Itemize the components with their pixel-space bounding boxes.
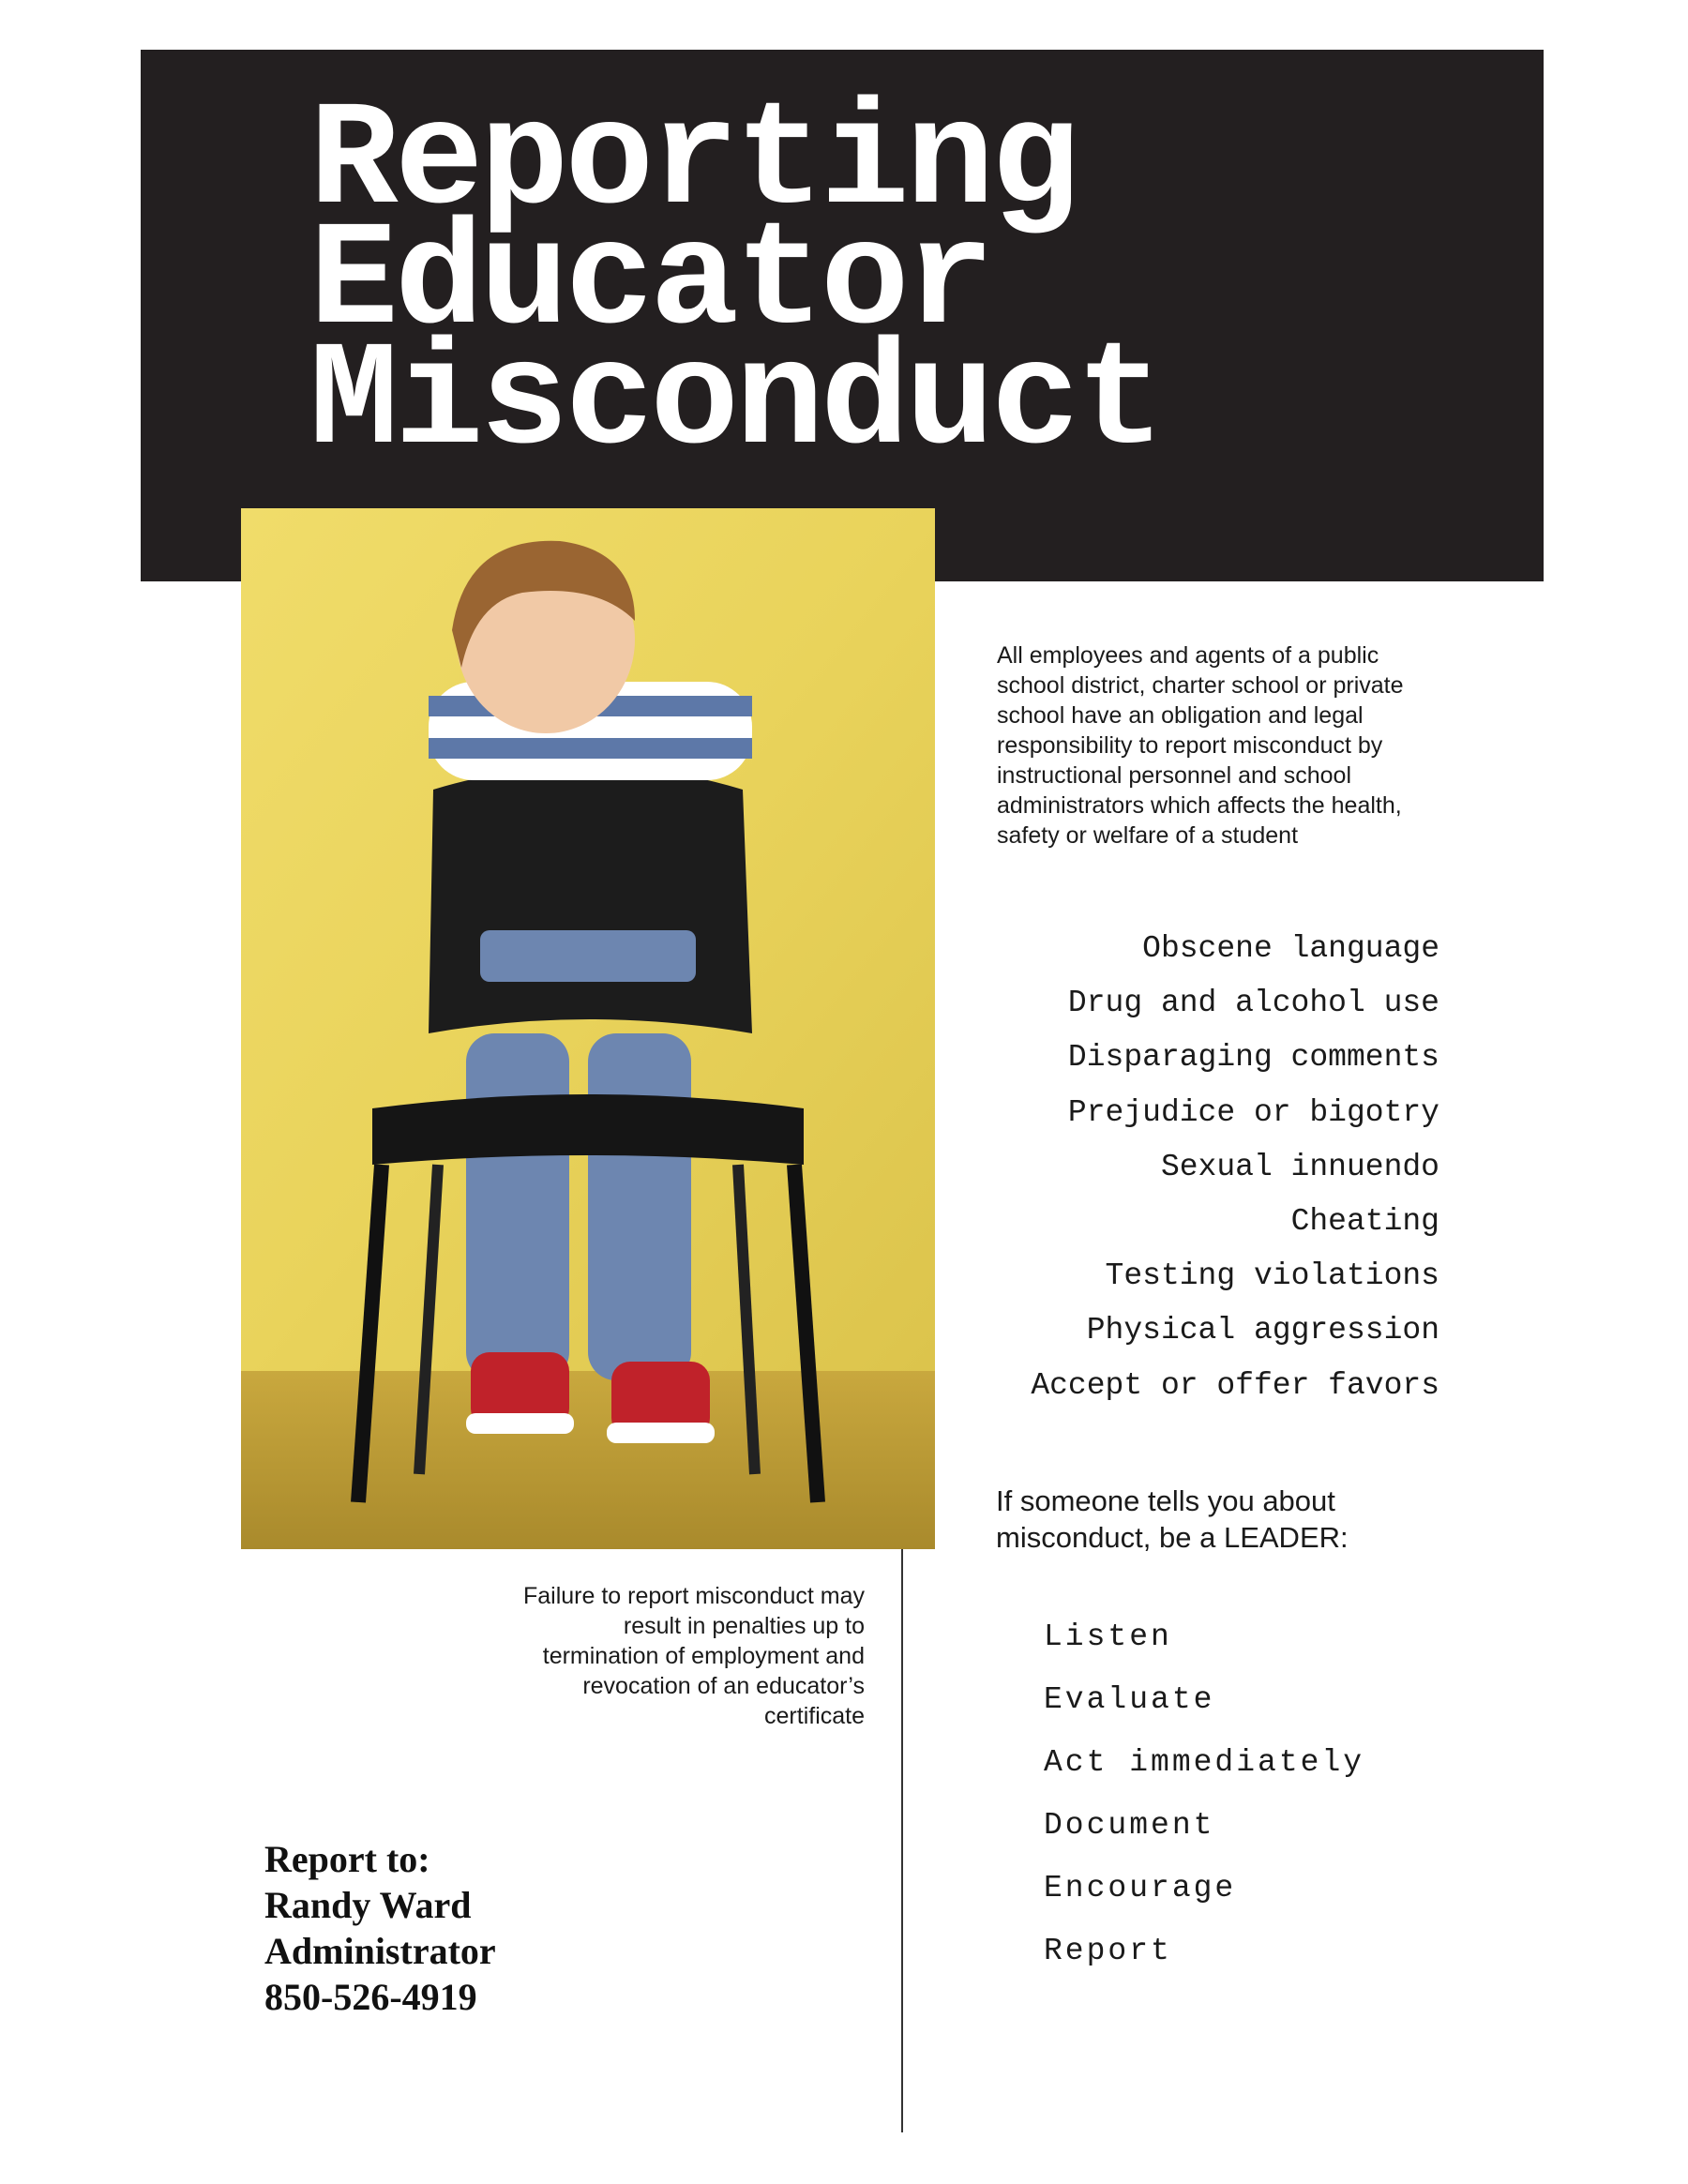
page-title bbox=[309, 79, 1247, 487]
misconduct-item: Cheating bbox=[1290, 1204, 1439, 1240]
misconduct-list bbox=[938, 922, 1439, 1413]
column-divider bbox=[901, 1549, 903, 2132]
misconduct-item: Drug and alcohol use bbox=[1067, 986, 1439, 1021]
title-line-2: Educator bbox=[309, 199, 991, 367]
leader-item: Document bbox=[1044, 1808, 1215, 1843]
misconduct-item: Prejudice or bigotry bbox=[1067, 1094, 1439, 1130]
photo-boy-on-chair bbox=[241, 508, 935, 1549]
misconduct-item: Disparaging comments bbox=[1067, 1040, 1439, 1076]
report-label: Report to: bbox=[264, 1838, 430, 1880]
failure-warning: Failure to report misconduct may result in penalties up to termination of employment and revocation of an educator’s certificate bbox=[522, 1583, 865, 1729]
report-contact bbox=[264, 1836, 790, 2020]
leader-item: Listen bbox=[1044, 1619, 1172, 1654]
misconduct-item: Testing violations bbox=[1105, 1258, 1439, 1294]
leader-item: Act immediately bbox=[1044, 1745, 1365, 1780]
intro-paragraph: All employees and agents of a public school district, charter school or private school have an obligation and legal responsibility to report misconduct by instructional personnel and school administrators which affects the health, safety or welfare of a student bbox=[997, 642, 1404, 849]
misconduct-item: Sexual innuendo bbox=[1160, 1149, 1439, 1184]
title-line-1: Reporting bbox=[309, 79, 1077, 247]
leader-list bbox=[1044, 1605, 1513, 1982]
misconduct-item: Obscene language bbox=[1142, 931, 1439, 966]
report-role: Administrator bbox=[264, 1930, 496, 1972]
leader-item: Evaluate bbox=[1044, 1682, 1215, 1717]
misconduct-item: Physical aggression bbox=[1086, 1313, 1439, 1348]
report-phone: 850-526-4919 bbox=[264, 1976, 477, 2018]
leader-item: Encourage bbox=[1044, 1871, 1237, 1905]
leader-item: Report bbox=[1044, 1934, 1172, 1968]
misconduct-item: Accept or offer favors bbox=[1031, 1367, 1439, 1403]
report-name: Randy Ward bbox=[264, 1884, 472, 1926]
title-line-3: Misconduct bbox=[309, 319, 1162, 487]
leader-intro: If someone tells you about misconduct, be a LEADER: bbox=[996, 1484, 1349, 1554]
